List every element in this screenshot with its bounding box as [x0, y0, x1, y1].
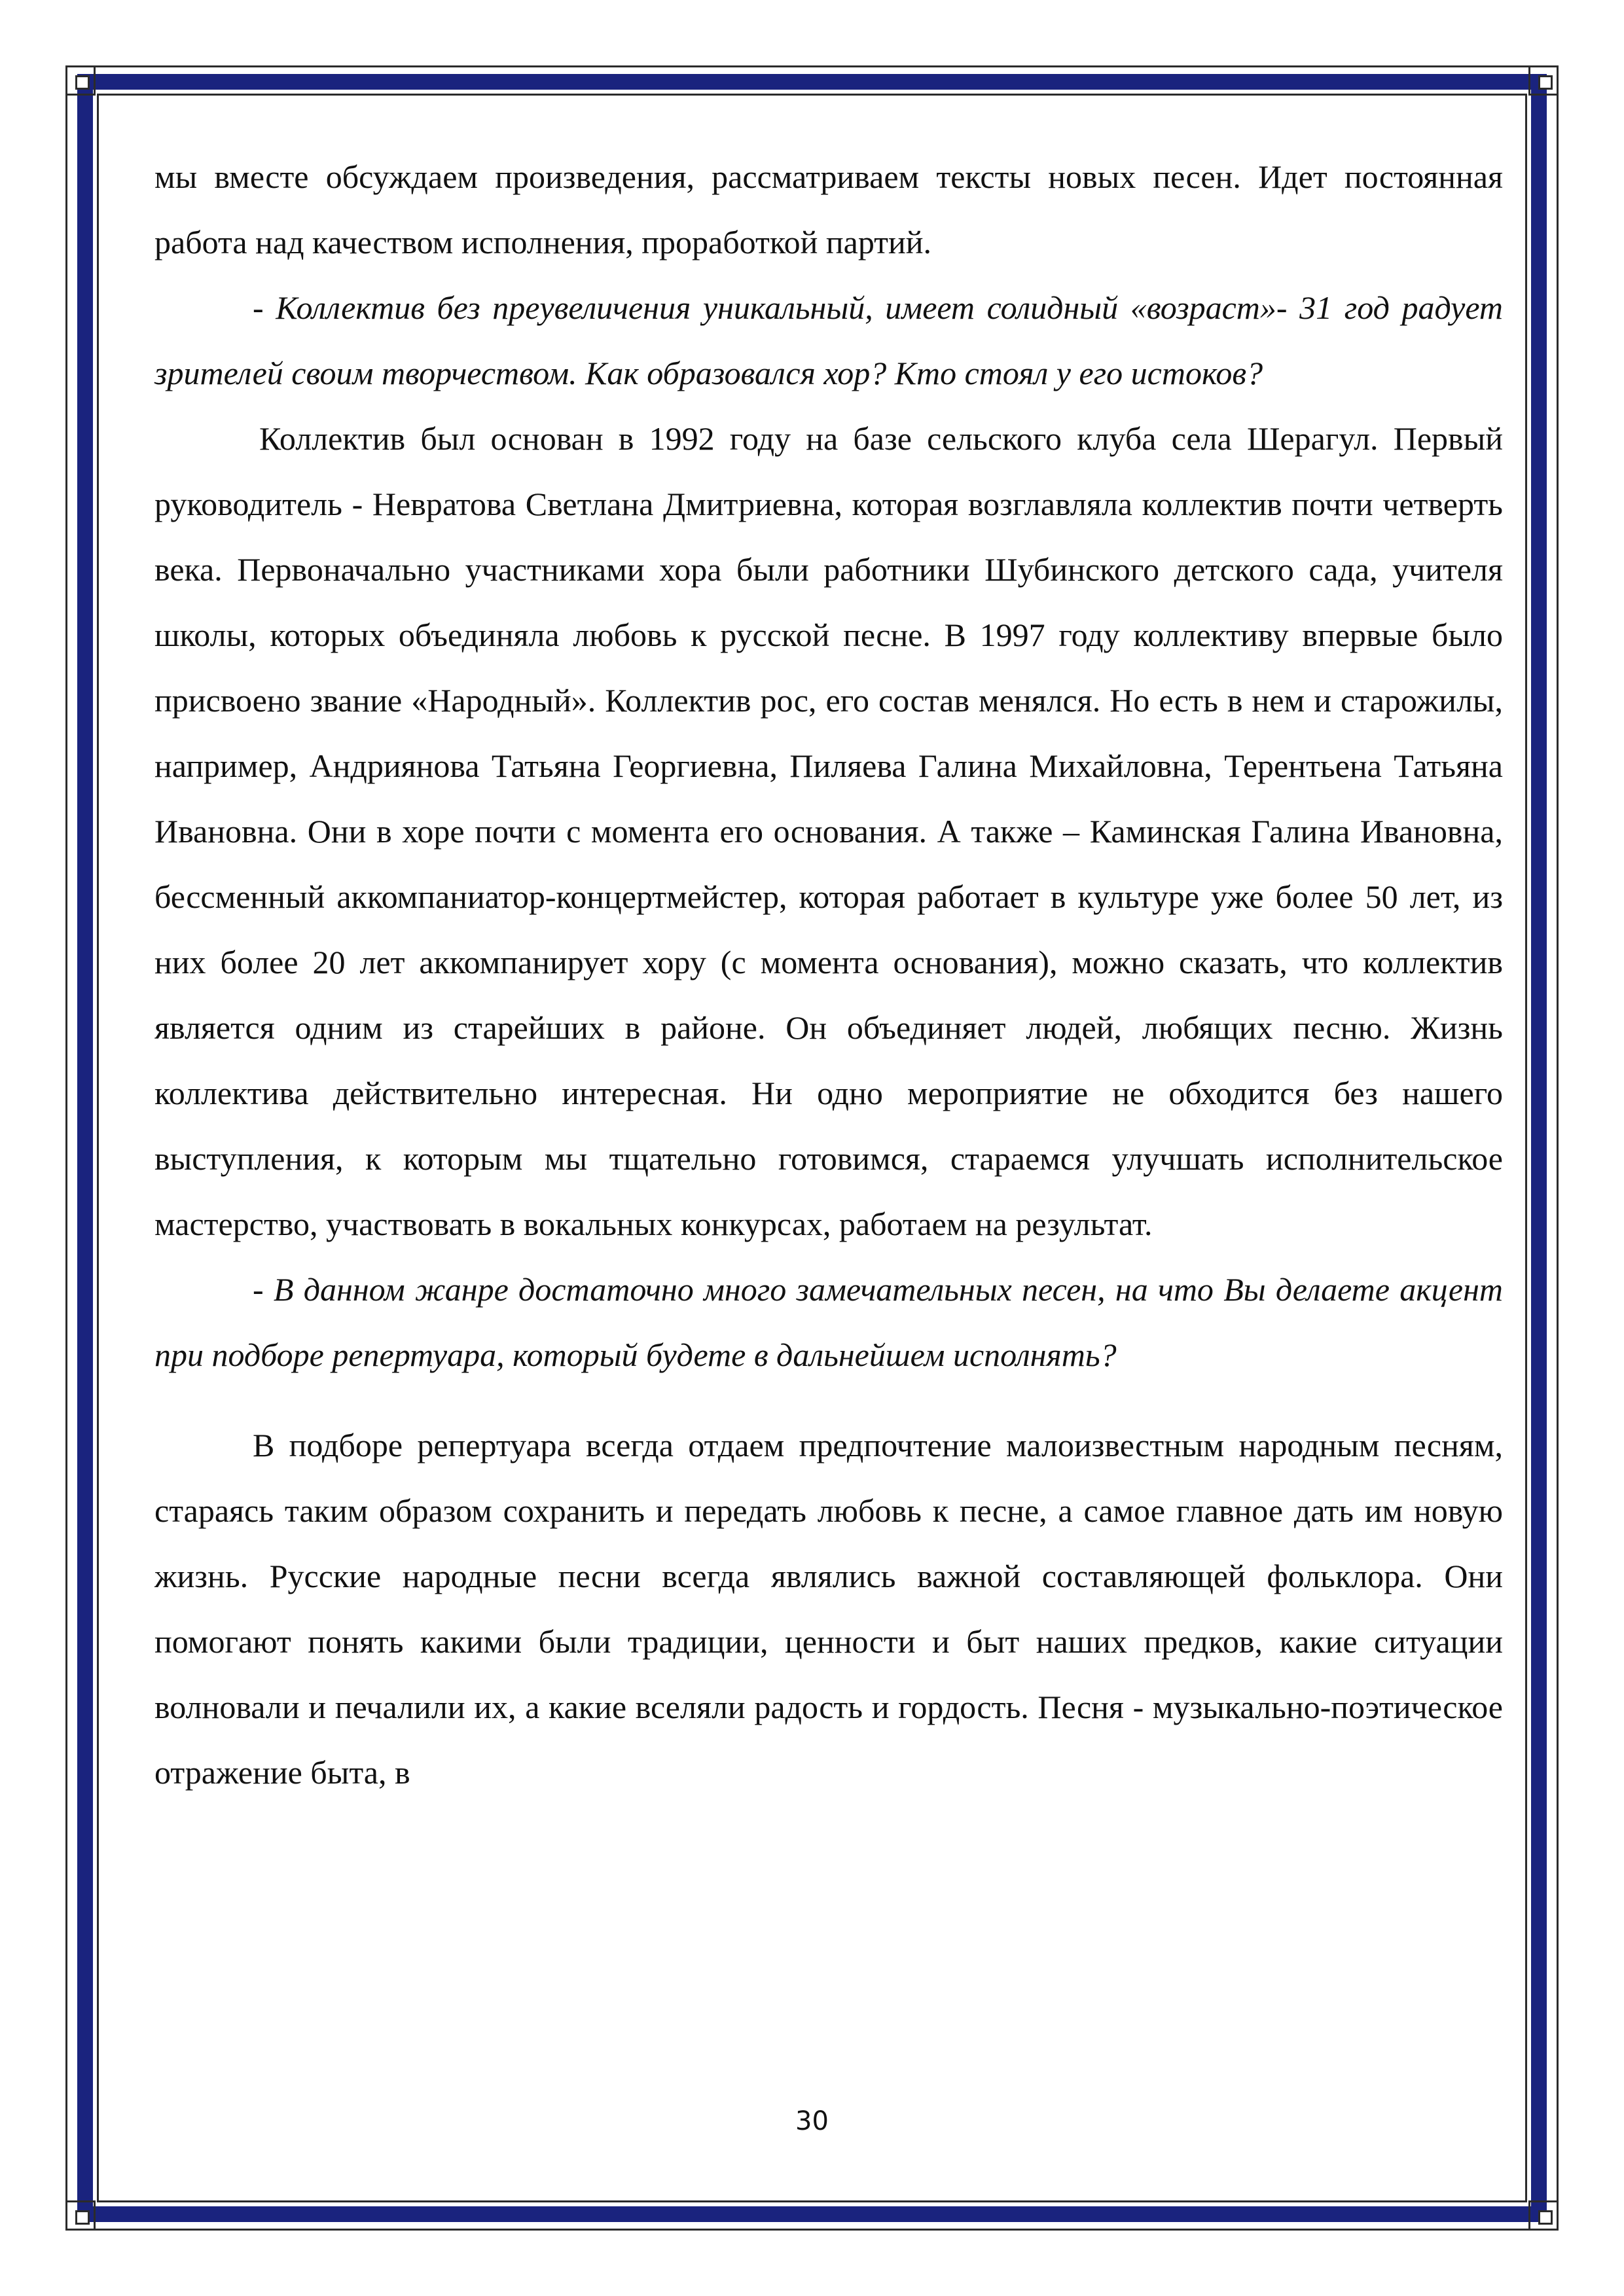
- paragraph-continuation: мы вместе обсуждаем произведения, рассматриваем тексты новых песен. Идет постоянная работа над качеством исполнения, проработкой партий.: [154, 158, 1503, 260]
- interview-question: - Коллектив без преувеличения уникальный, имеет солидный «возраст»- 31 год радует зрителей своим творчеством. Как образовался хор? Кто стоял у его истоков?: [154, 289, 1503, 391]
- corner-ornament-top-right: [1528, 65, 1559, 96]
- page-number: 30: [795, 2106, 829, 2136]
- interview-answer: Коллектив был основан в 1992 году на базе сельского клуба села Шерагул. Первый руководитель - Невратова Светлана Дмитриевна, которая возглавляла коллектив почти четверть века. Первоначально участниками хора были работники Шубинского детского сада, учителя школы, которых объединяла любовь к русской песне. В 1997 году коллективу впервые было присвоено звание «Народный». Коллектив рос, его состав менялся. Но есть в нем и старожилы, например, Андриянова Татьяна Георгиевна, Пиляева Галина Михайловна, Терентьена Татьяна Ивановна. Они в хоре почти с момента его основания. А также – Каминская Галина Ивановна, бессменный аккомпаниатор-концертмейстер, которая работает в культуре уже более 50 лет, из них более 20 лет аккомпанирует хору (с момента основания), можно сказать, что коллектив является одним из старейших в районе. Он объединяет людей, любящих песню. Жизнь коллектива действительно интересная. Ни одно мероприятие не обходится без нашего выступления, к которым мы тщательно готовимся, стараемся улучшать исполнительское мастерство, участвовать в вокальных конкурсах, работаем на результат.: [154, 420, 1503, 1242]
- interview-question: - В данном жанре достаточно много замечательных песен, на что Вы делаете акцент при подборе репертуара, который будете в дальнейшем исполнять?: [154, 1271, 1503, 1373]
- corner-ornament-bottom-left: [65, 2200, 96, 2231]
- article-body: [154, 144, 1503, 1805]
- interview-answer: В подборе репертуара всегда отдаем предпочтение малоизвестным народным песням, стараясь таким образом сохранить и передать любовь к песне, а самое главное дать им новую жизнь. Русские народные песни всегда являлись важной составляющей фольклора. Они помогают понять какими были традиции, ценности и быт наших предков, какие ситуации волновали и печалили их, а какие вселяли радость и гордость. Песня - музыкально-поэтическое отражение быта, в: [154, 1427, 1503, 1791]
- corner-ornament-bottom-right: [1528, 2200, 1559, 2231]
- corner-ornament-top-left: [65, 65, 96, 96]
